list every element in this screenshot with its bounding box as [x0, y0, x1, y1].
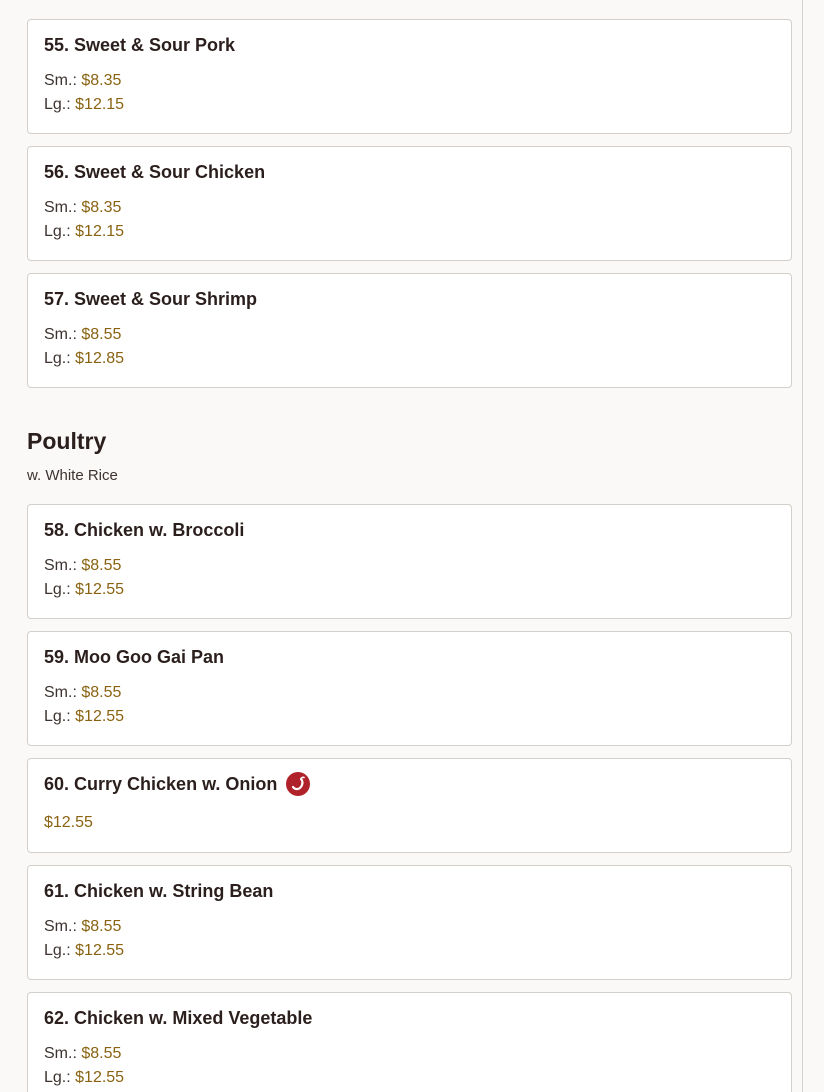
- section-subtitle: w. White Rice: [27, 467, 118, 484]
- large-price-label: Lg.:: [44, 223, 71, 240]
- menu-item-name: 58. Chicken w. Broccoli: [44, 520, 245, 540]
- small-price: $8.35: [81, 72, 122, 89]
- menu-item-card[interactable]: [27, 19, 792, 134]
- menu-item-name-row: [44, 772, 310, 796]
- menu-item-name: 57. Sweet & Sour Shrimp: [44, 289, 258, 309]
- large-price: $12.55: [75, 1069, 125, 1086]
- small-price-label: Sm.:: [44, 557, 77, 574]
- small-price-label: Sm.:: [44, 1045, 77, 1062]
- spicy-chili-icon: [286, 772, 310, 796]
- small-price-label: Sm.:: [44, 199, 77, 216]
- menu-item-name: 56. Sweet & Sour Chicken: [44, 162, 266, 182]
- price-line: [44, 814, 93, 832]
- small-price-line: [44, 684, 121, 702]
- large-price-line: [44, 223, 124, 241]
- menu-item-card[interactable]: [27, 273, 792, 388]
- large-price-label: Lg.:: [44, 96, 71, 113]
- small-price-label: Sm.:: [44, 72, 77, 89]
- small-price: $8.55: [81, 326, 122, 343]
- menu-item-name: 61. Chicken w. String Bean: [44, 881, 274, 901]
- menu-item-name: 59. Moo Goo Gai Pan: [44, 647, 225, 667]
- large-price: $12.15: [75, 223, 125, 240]
- small-price-label: Sm.:: [44, 684, 77, 701]
- section-title: Poultry: [27, 428, 107, 454]
- menu-item-card[interactable]: [27, 865, 792, 980]
- small-price: $8.55: [81, 684, 122, 701]
- large-price: $12.15: [75, 96, 125, 113]
- large-price-label: Lg.:: [44, 942, 71, 959]
- menu-item-card[interactable]: [27, 504, 792, 619]
- menu-item-name: 55. Sweet & Sour Pork: [44, 35, 236, 55]
- small-price: $8.55: [81, 918, 122, 935]
- large-price: $12.55: [75, 942, 125, 959]
- large-price-line: [44, 942, 124, 960]
- large-price: $12.55: [75, 581, 125, 598]
- small-price: $8.55: [81, 1045, 122, 1062]
- menu-item-card[interactable]: [27, 992, 792, 1092]
- menu-item-card[interactable]: [27, 758, 792, 853]
- small-price-label: Sm.:: [44, 918, 77, 935]
- menu-item-card[interactable]: [27, 631, 792, 746]
- small-price-line: [44, 918, 121, 936]
- large-price: $12.55: [75, 708, 125, 725]
- menu-item-card[interactable]: [27, 146, 792, 261]
- small-price-label: Sm.:: [44, 326, 77, 343]
- small-price-line: [44, 326, 121, 344]
- large-price-line: [44, 96, 124, 114]
- large-price-label: Lg.:: [44, 350, 71, 367]
- small-price-line: [44, 557, 121, 575]
- small-price-line: [44, 72, 121, 90]
- small-price-line: [44, 199, 121, 217]
- item-price: $12.55: [44, 814, 93, 831]
- large-price-line: [44, 1069, 124, 1087]
- large-price-line: [44, 708, 124, 726]
- large-price-label: Lg.:: [44, 1069, 71, 1086]
- menu-item-name: 62. Chicken w. Mixed Vegetable: [44, 1008, 313, 1028]
- small-price: $8.35: [81, 199, 122, 216]
- large-price-line: [44, 350, 124, 368]
- large-price-label: Lg.:: [44, 708, 71, 725]
- large-price-line: [44, 581, 124, 599]
- large-price: $12.85: [75, 350, 125, 367]
- small-price: $8.55: [81, 557, 122, 574]
- menu-item-name: 60. Curry Chicken w. Onion: [44, 773, 278, 794]
- large-price-label: Lg.:: [44, 581, 71, 598]
- small-price-line: [44, 1045, 121, 1063]
